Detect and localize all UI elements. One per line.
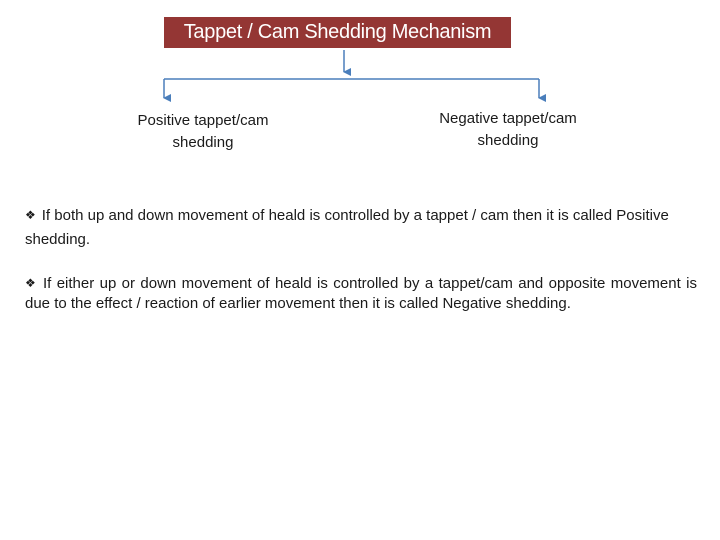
node-label-line: shedding: [172, 134, 234, 151]
bullet-negative-definition: [25, 274, 697, 313]
bullet-text: If either up or down movement of heald is controlled by a tappet/cam and opposite movement is due to the effect / reaction of earlier movement then it is called Negative shedding.: [25, 275, 697, 312]
node-label-line: shedding: [477, 132, 539, 149]
node-label-line: Negative tappet/cam: [439, 110, 577, 127]
node-label-line: Positive tappet/cam: [137, 112, 269, 129]
node-positive-shedding: [118, 110, 288, 154]
bullet-positive-definition: [25, 204, 697, 251]
bullet-text: If both up and down movement of heald is controlled by a tappet / cam then it is called Positive shedding.: [25, 207, 669, 248]
node-negative-shedding: [418, 108, 598, 152]
diamond-bullet-icon: ❖: [25, 276, 37, 290]
diamond-bullet-icon: ❖: [25, 208, 36, 222]
diagram-title: Tappet / Cam Shedding Mechanism: [164, 17, 511, 48]
